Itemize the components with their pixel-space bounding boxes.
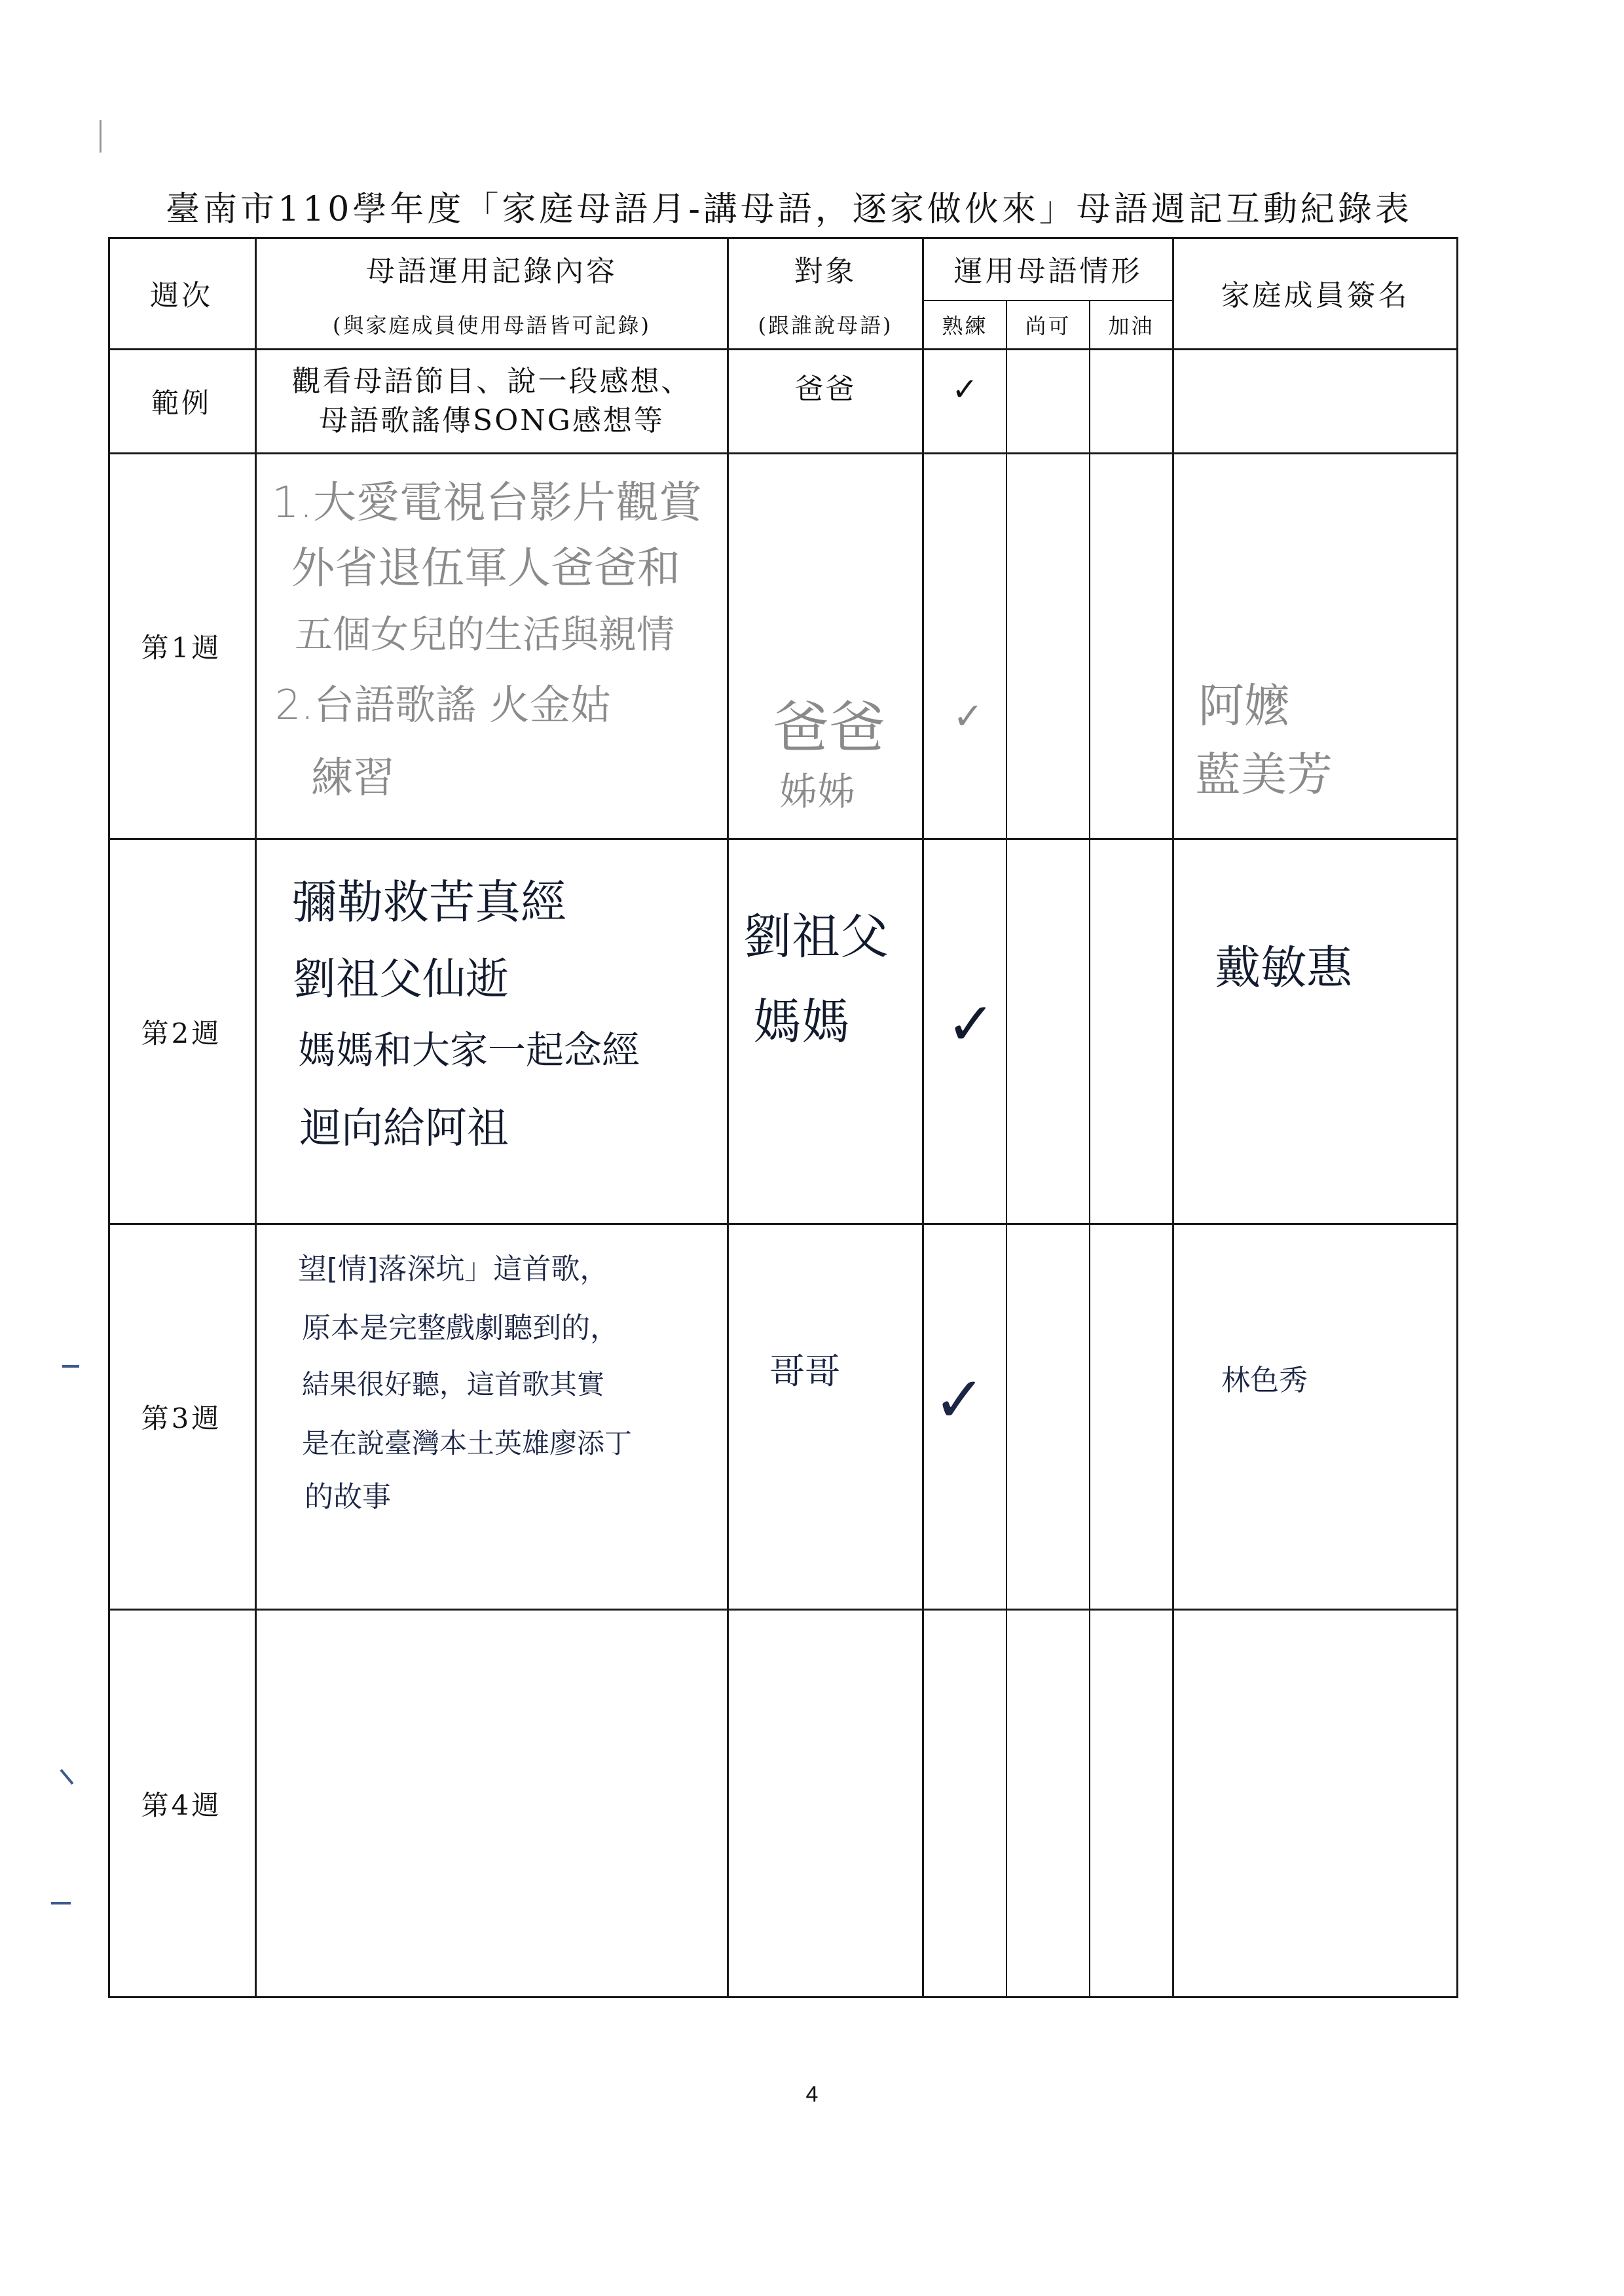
- example-content-line: 觀看母語節目、說一段感想、: [291, 365, 692, 398]
- header-usage: 運用母語情形: [953, 255, 1143, 288]
- handwritten-line: 望[情]落深坑」這首歌，: [298, 1252, 609, 1286]
- handwritten-line: 媽媽和大家一起念經: [298, 1028, 640, 1072]
- header-fluent: 熟練: [942, 314, 988, 338]
- handwritten-line: 劉祖父仙逝: [293, 954, 509, 1004]
- week-2-target: 媽媽: [753, 994, 850, 1050]
- week-2-signature: 戴敏惠: [1215, 941, 1352, 994]
- handwritten-line: 五個女兒的生活與親情: [295, 612, 675, 657]
- margin-mark: [62, 1365, 79, 1368]
- handwritten-line: 2.台語歌謠 火金姑: [275, 681, 611, 729]
- handwritten-line: 練習: [311, 754, 395, 803]
- handwritten-line: 的故事: [304, 1480, 391, 1514]
- header-signature: 家庭成員簽名: [1221, 279, 1410, 312]
- example-label: 範例: [151, 387, 212, 419]
- week-2-label: 第2週: [141, 1017, 222, 1049]
- example-content-line: 母語歌謠傳SONG感想等: [319, 404, 665, 437]
- page-number: 4: [805, 2082, 819, 2107]
- week-1-target: 爸爸: [773, 695, 885, 761]
- margin-mark: [51, 1902, 71, 1904]
- handwritten-line: 原本是完整戲劇聽到的，: [302, 1311, 619, 1345]
- header-ok: 尚可: [1025, 314, 1071, 338]
- scan-mark: [100, 120, 101, 153]
- header-target: 對象: [794, 255, 857, 288]
- week-4-label: 第4週: [141, 1789, 222, 1821]
- header-content-note: (與家庭成員使用母語皆可記錄): [333, 313, 651, 338]
- week-3-check: ✓: [933, 1363, 986, 1436]
- header-try-harder: 加油: [1108, 314, 1154, 338]
- handwritten-line: 彌勒救苦真經: [291, 875, 566, 929]
- handwritten-line: 迴向給阿祖: [299, 1104, 509, 1153]
- week-1-signature: 藍美芳: [1195, 748, 1333, 801]
- week-1-check: ✓: [953, 695, 984, 738]
- week-3-label: 第3週: [141, 1402, 222, 1434]
- week-3-target: 哥哥: [769, 1351, 840, 1392]
- week-1-signature: 阿嬤: [1198, 679, 1290, 733]
- handwritten-line: 是在說臺灣本土英雄廖添丁: [302, 1427, 633, 1459]
- week-2-target: 劉祖父: [743, 909, 889, 965]
- header-week: 週次: [150, 279, 213, 312]
- header-target-note: (跟誰說母語): [758, 313, 893, 338]
- handwritten-line: 結果很好聽，這首歌其實: [302, 1368, 605, 1400]
- week-1-label: 第1週: [141, 632, 222, 664]
- margin-mark: [60, 1769, 73, 1785]
- header-content: 母語運用記錄內容: [366, 255, 618, 288]
- handwritten-line: 外省退伍軍人爸爸和: [291, 543, 680, 593]
- example-content: [257, 350, 727, 452]
- record-table: [108, 237, 1458, 1998]
- week-3-signature: 林色秀: [1221, 1364, 1308, 1397]
- form-title: 臺南市110學年度「家庭母語月-講母語，逐家做伙來」母語週記互動紀錄表: [166, 190, 1412, 229]
- example-check: ✓: [951, 371, 978, 408]
- example-target: 爸爸: [794, 373, 857, 406]
- week-1-target: 姊姊: [779, 769, 856, 814]
- week-2-check: ✓: [946, 990, 996, 1059]
- handwritten-line: 1.大愛電視台影片觀賞: [272, 477, 702, 528]
